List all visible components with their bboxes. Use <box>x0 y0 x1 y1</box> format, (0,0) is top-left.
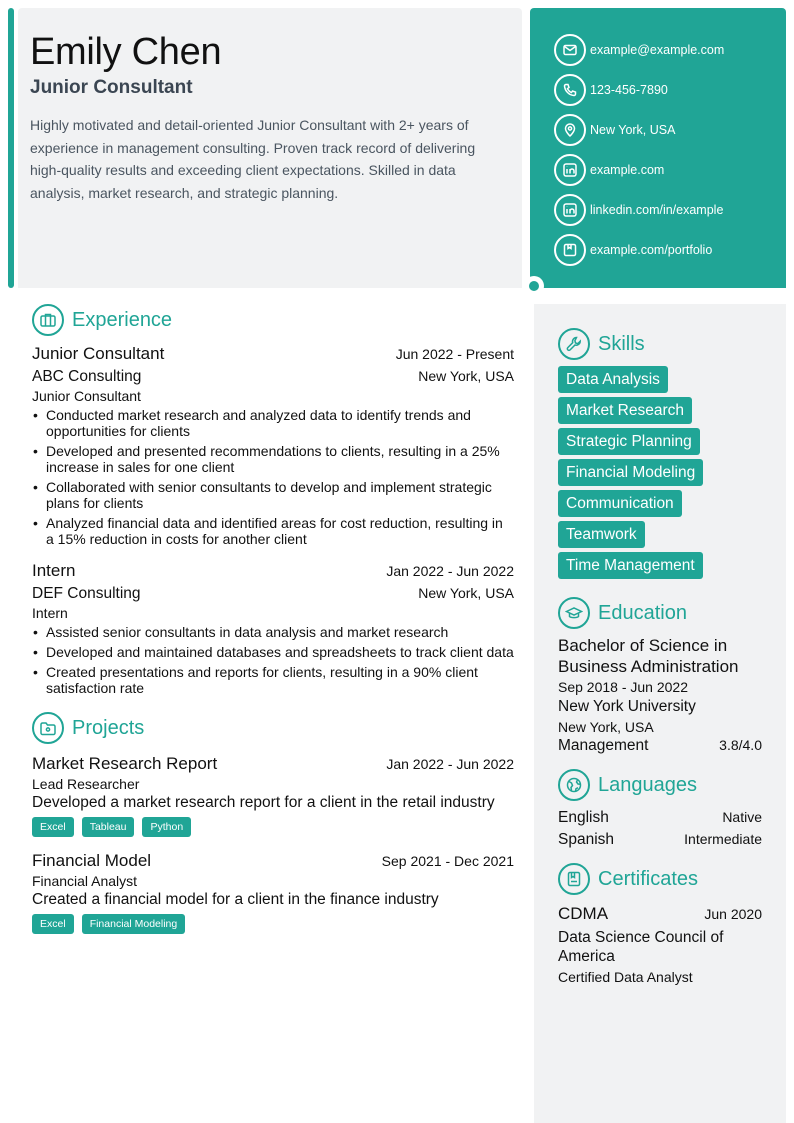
skills-list <box>558 366 762 583</box>
education-school: New York University <box>558 698 696 715</box>
project-tag: Financial Modeling <box>82 914 186 934</box>
project-entry <box>32 851 514 934</box>
certificate-icon <box>558 863 590 895</box>
linkedin-icon <box>554 194 586 226</box>
project-tag: Python <box>142 817 191 837</box>
job-bullet: • Created presentations and reports for clients, resulting in a 90% client satisfaction rate <box>32 664 514 696</box>
certificates-header <box>558 863 762 895</box>
project-description: Developed a market research report for a client in the retail industry <box>32 794 495 811</box>
job-bullet: • Developed and maintained databases and spreadsheets to track client data <box>32 644 514 660</box>
job-entry <box>32 344 514 547</box>
candidate-name: Emily Chen <box>30 31 222 73</box>
education-location: New York, USA <box>558 719 654 735</box>
projects-title: Projects <box>72 716 145 739</box>
wrench-icon <box>558 328 590 360</box>
sidebar-column <box>534 304 786 1123</box>
job-bullets <box>32 407 514 547</box>
project-tags <box>32 914 514 934</box>
certificate-issuer: Data Science Council of America <box>558 929 724 965</box>
language-level: Native <box>722 809 762 825</box>
education-date: Sep 2018 - Jun 2022 <box>558 679 688 695</box>
project-tag: Excel <box>32 817 74 837</box>
certificate-name: CDMA <box>558 904 609 923</box>
skill-tag: Market Research <box>558 397 692 424</box>
language-item <box>558 831 762 849</box>
job-bullet: • Conducted market research and analyzed data to identify trends and opportunities for clients <box>32 407 514 439</box>
project-date: Sep 2021 - Dec 2021 <box>381 853 514 869</box>
education-field: Management <box>558 737 649 754</box>
language-item <box>558 809 762 827</box>
contact-website-text: example.com <box>590 163 665 177</box>
mail-icon <box>554 34 586 66</box>
project-tag: Tableau <box>82 817 135 837</box>
education-header <box>558 597 762 629</box>
job-bullets <box>32 624 514 696</box>
languages-title: Languages <box>598 773 697 796</box>
contact-linkedin[interactable] <box>554 190 786 230</box>
job-date: Jun 2022 - Present <box>395 346 514 362</box>
certificate-date: Jun 2020 <box>704 906 762 922</box>
project-entry <box>32 754 514 837</box>
job-company: DEF Consulting <box>32 585 141 602</box>
project-tags <box>32 817 514 837</box>
job-bullet: • Analyzed financial data and identified areas for cost reduction, resulting in a 15% reduction in costs for another client <box>32 515 514 547</box>
contact-linkedin-text: linkedin.com/in/example <box>590 203 724 217</box>
contact-portfolio-text: example.com/portfolio <box>590 243 713 257</box>
linkedin-icon <box>554 154 586 186</box>
job-entry <box>32 561 514 696</box>
folder-icon <box>32 712 64 744</box>
project-date: Jan 2022 - Jun 2022 <box>386 756 514 772</box>
languages-header <box>558 769 762 801</box>
job-location: New York, USA <box>418 585 514 601</box>
education-gpa: 3.8/4.0 <box>719 737 762 753</box>
contact-phone[interactable] <box>554 70 786 110</box>
job-role: Intern <box>32 605 68 621</box>
header-panel <box>18 8 522 288</box>
job-location: New York, USA <box>418 368 514 384</box>
skill-tag: Communication <box>558 490 682 517</box>
candidate-title: Junior Consultant <box>30 77 193 98</box>
contact-location <box>554 110 786 150</box>
contact-portfolio[interactable] <box>554 230 786 270</box>
job-company: ABC Consulting <box>32 368 142 385</box>
skill-tag: Financial Modeling <box>558 459 703 486</box>
job-role: Junior Consultant <box>32 388 141 404</box>
accent-bar <box>8 8 14 288</box>
project-role: Lead Researcher <box>32 776 140 792</box>
connector-dot <box>524 276 544 296</box>
education-degree: Bachelor of Science in Business Administration <box>558 636 739 676</box>
project-name: Market Research Report <box>32 754 218 773</box>
project-description: Created a financial model for a client in the finance industry <box>32 891 439 908</box>
phone-icon <box>554 74 586 106</box>
education-title: Education <box>598 601 687 624</box>
job-bullet: • Collaborated with senior consultants to develop and implement strategic plans for clients <box>32 479 514 511</box>
contact-phone-text: 123-456-7890 <box>590 83 668 97</box>
skill-tag: Time Management <box>558 552 703 579</box>
project-tag: Excel <box>32 914 74 934</box>
project-role: Financial Analyst <box>32 873 138 889</box>
contact-email-text: example@example.com <box>590 43 725 57</box>
job-bullet: • Developed and presented recommendations to clients, resulting in a 25% increase in sales for one client <box>32 443 514 475</box>
experience-title: Experience <box>72 308 173 331</box>
certificates-title: Certificates <box>598 867 699 890</box>
job-position: Intern <box>32 561 76 580</box>
globe-icon <box>558 769 590 801</box>
experience-header <box>32 304 514 336</box>
skills-header <box>558 328 762 360</box>
skill-tag: Teamwork <box>558 521 645 548</box>
summary-text: Highly motivated and detail-oriented Junior Consultant with 2+ years of experience in management consulting. Proven track record of delivering high-quality results and exceeding client expectations. Skilled in data analysis, market research, and strategic planning. <box>30 117 476 201</box>
contact-website[interactable] <box>554 150 786 190</box>
skills-title: Skills <box>598 332 645 355</box>
certificate-detail: Certified Data Analyst <box>558 969 693 985</box>
skill-tag: Strategic Planning <box>558 428 700 455</box>
location-pin-icon <box>554 114 586 146</box>
project-name: Financial Model <box>32 851 152 870</box>
contact-location-text: New York, USA <box>590 123 676 137</box>
job-bullet: • Assisted senior consultants in data analysis and market research <box>32 624 514 640</box>
briefcase-icon <box>32 304 64 336</box>
language-name: Spanish <box>558 831 615 848</box>
language-level: Intermediate <box>684 831 762 847</box>
skill-tag: Data Analysis <box>558 366 668 393</box>
portfolio-icon <box>554 234 586 266</box>
job-position: Junior Consultant <box>32 344 165 363</box>
projects-header <box>32 712 514 744</box>
main-column <box>32 304 514 934</box>
graduation-cap-icon <box>558 597 590 629</box>
language-name: English <box>558 809 609 826</box>
contact-panel <box>530 8 786 288</box>
contact-email[interactable] <box>554 30 786 70</box>
job-date: Jan 2022 - Jun 2022 <box>386 563 514 579</box>
